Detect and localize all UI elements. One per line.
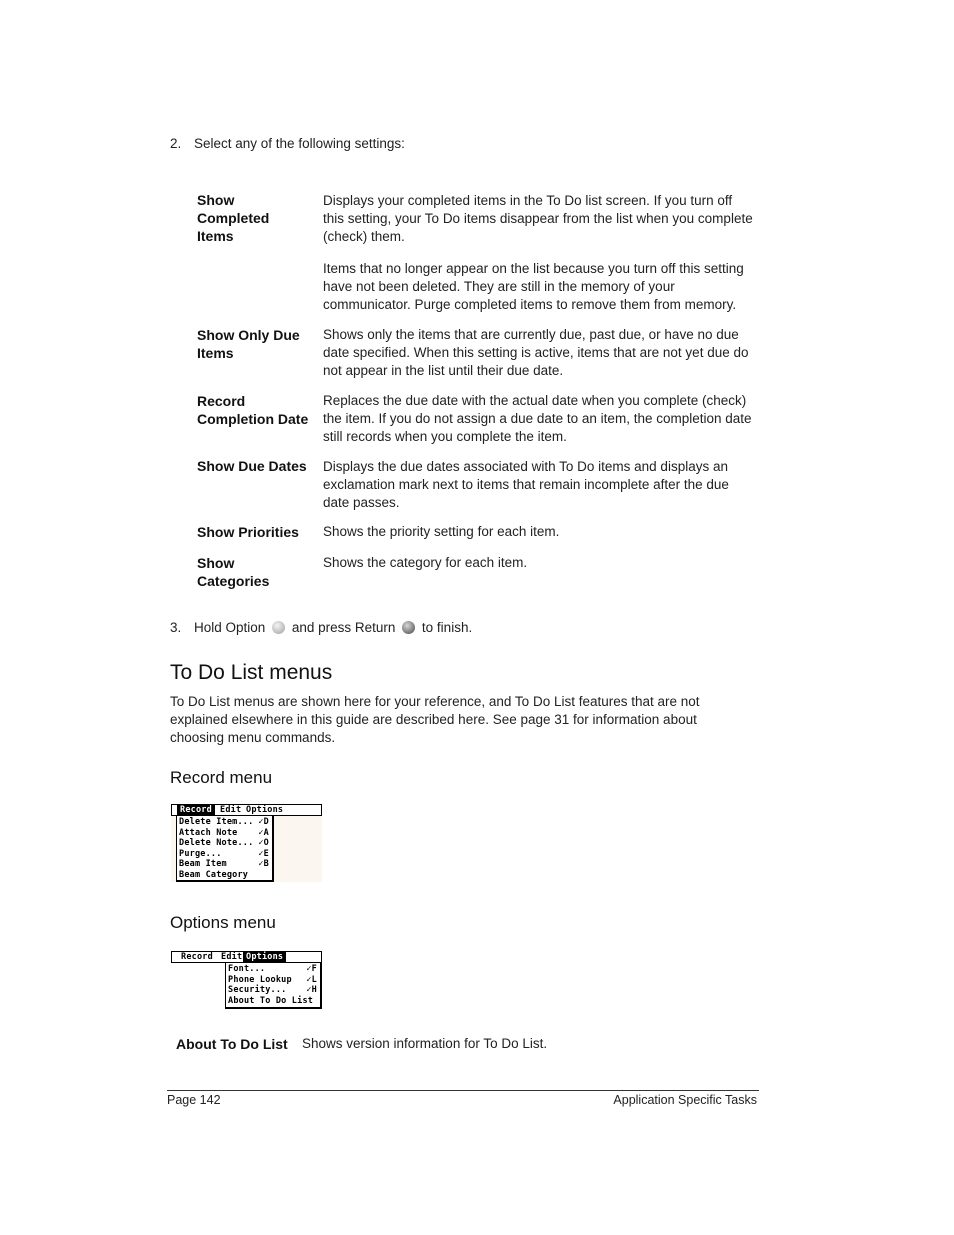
menu-item-phone-lookup[interactable] (228, 975, 318, 986)
step-2-text: Select any of the following settings: (194, 136, 405, 151)
setting-desc-show-completed: Displays your completed items in the To Do list screen. If you turn off this setting, your To Do items disappear from the list when you complete (check) them. (323, 193, 753, 244)
setting-term-show-categories: Show Categories (197, 555, 270, 589)
step-3-part2: and press Return (291, 620, 396, 635)
menubar-options[interactable]: Options (246, 805, 284, 815)
menu-item-shortcut: ✓D (258, 817, 269, 827)
menubar-record[interactable]: Record (177, 805, 215, 816)
setting-desc-show-only-due: Shows only the items that are currently due, past due, or have no due date specified. When this setting is active, items that are not yet due do not appear in the list until their due date. (323, 327, 749, 378)
step-2-number: 2. (170, 136, 182, 151)
menu-item-label: Attach Note (179, 827, 238, 838)
setting-term-show-priorities: Show Priorities (197, 524, 299, 540)
menu-item-attach-note[interactable] (179, 828, 270, 839)
menu-item-security[interactable] (228, 985, 318, 996)
record-menu-screenshot (171, 804, 322, 882)
menu-item-label: Phone Lookup (228, 974, 292, 985)
options-menu-screenshot (171, 951, 322, 1009)
menu-item-label: Purge... (179, 848, 222, 859)
menu-item-label: Security... (228, 985, 287, 995)
setting-desc-show-priorities: Shows the priority setting for each item. (323, 524, 560, 539)
setting-desc-show-categories: Shows the category for each item. (323, 555, 528, 570)
setting-term-record-completion: Record Completion Date (197, 393, 309, 427)
setting-desc-show-due-dates: Displays the due dates associated with To Do items and displays an exclamation mark next to items that remain incomplete after the due date passes. (323, 459, 729, 510)
step-3-part1: Hold Option (194, 620, 266, 635)
step-3-part3: to finish. (421, 620, 473, 635)
footer-section-title: Application Specific Tasks (613, 1093, 757, 1107)
menu-item-label: Font... (228, 964, 266, 974)
menu-item-shortcut: ✓E (258, 848, 269, 859)
menubar-edit[interactable]: Edit (220, 805, 242, 815)
menu-item-about[interactable] (228, 996, 318, 1007)
menu-item-label: About To Do List (228, 995, 314, 1006)
footer-page-number: Page 142 (167, 1093, 221, 1107)
step-3-number: 3. (170, 620, 182, 635)
step-3-text (194, 619, 472, 637)
menu-item-delete-item[interactable] (179, 817, 270, 828)
menu-item-shortcut: ✓O (258, 838, 269, 848)
menu-item-font[interactable] (228, 964, 318, 975)
menubar-record[interactable]: Record (181, 952, 213, 962)
menu-item-label: Delete Item... (179, 817, 254, 827)
section-title: To Do List menus (170, 661, 333, 684)
setting-desc-record-completion: Replaces the due date with the actual date when you complete (check) the item. If you do not assign a due date to an item, the completion date still records when you complete the item. (323, 393, 752, 444)
setting-term-show-completed: Show Completed Items (197, 192, 270, 244)
menu-item-purge[interactable] (179, 849, 270, 860)
menu-item-shortcut: ✓H (306, 985, 317, 995)
menu-item-shortcut: ✓F (306, 964, 317, 974)
setting-term-show-due-dates: Show Due Dates (197, 458, 307, 474)
menu-item-label: Beam Category (179, 869, 249, 880)
record-dropdown (176, 815, 274, 882)
setting-term-show-only-due: Show Only Due Items (197, 327, 300, 361)
options-menu-heading: Options menu (170, 913, 276, 932)
menu-item-shortcut: ✓L (306, 974, 317, 985)
menu-item-label: Delete Note... (179, 838, 254, 848)
about-term: About To Do List (176, 1036, 288, 1052)
return-key-icon (402, 621, 415, 634)
options-dropdown (225, 962, 322, 1009)
menu-item-shortcut: ✓B (258, 859, 269, 869)
section-intro: To Do List menus are shown here for your reference, and To Do List features that are not explained elsewhere in this guide are described here. See page 31 for information about choosing menu commands. (170, 694, 700, 745)
menu-item-shortcut: ✓A (258, 827, 269, 838)
about-desc: Shows version information for To Do List. (302, 1036, 548, 1051)
menu-item-delete-note[interactable] (179, 838, 270, 849)
menubar-edit[interactable]: Edit (221, 952, 243, 962)
menu-item-beam-category[interactable] (179, 870, 270, 881)
menubar-options[interactable]: Options (243, 952, 286, 963)
menu-item-label: Beam Item (179, 859, 227, 869)
record-menu-heading: Record menu (170, 768, 273, 787)
menu-item-beam-item[interactable] (179, 859, 270, 870)
footer-rule (167, 1090, 759, 1091)
option-key-icon (272, 621, 285, 634)
setting-desc-show-completed-note: Items that no longer appear on the list because you turn off this setting have not been deleted. They are still in the memory of your communicator. Purge completed items to remove them from memory. (323, 261, 744, 312)
